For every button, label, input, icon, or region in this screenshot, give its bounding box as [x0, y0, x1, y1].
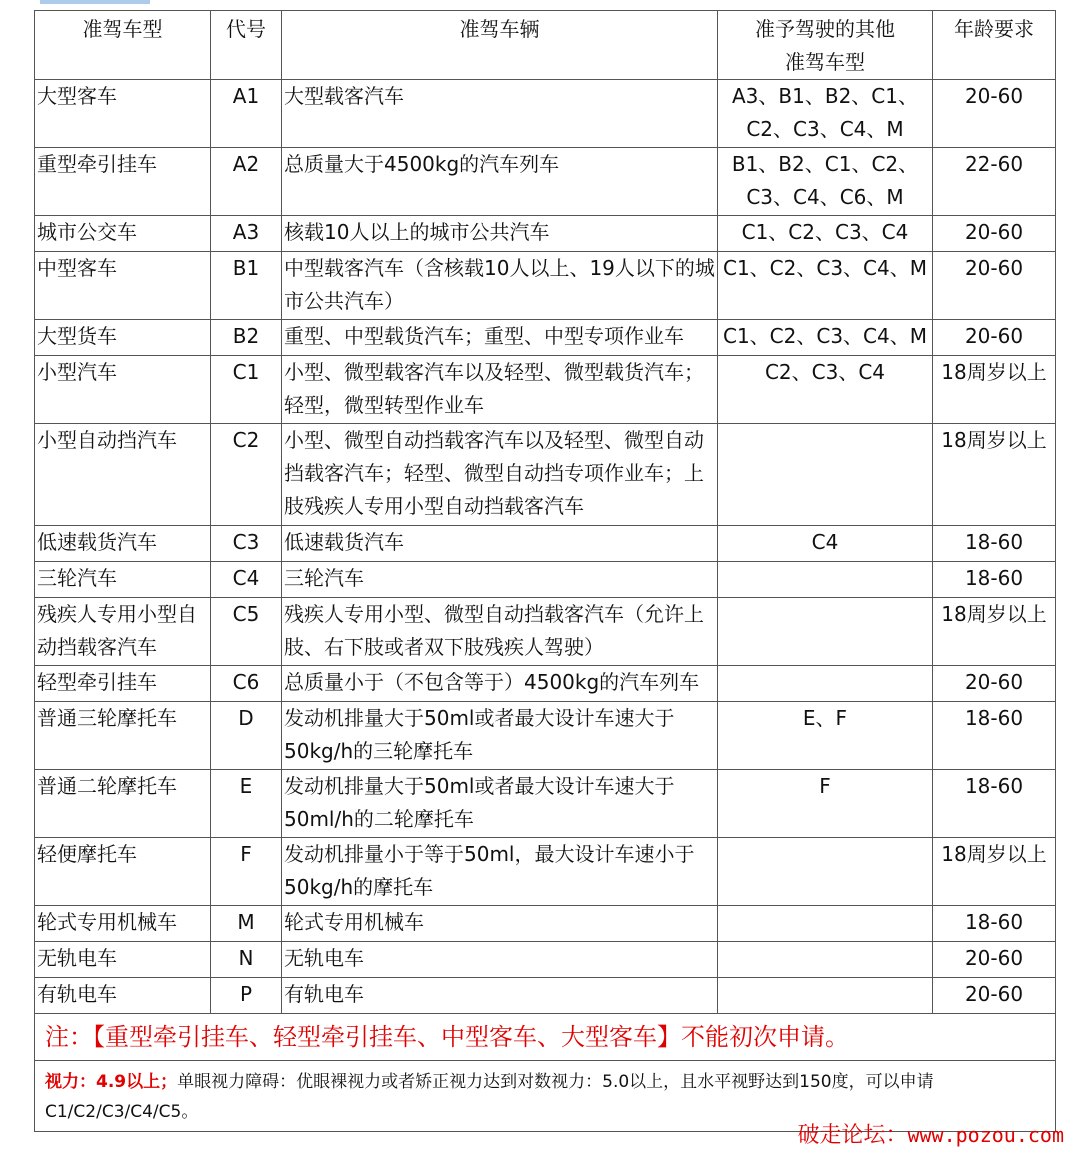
- cell-type: 轻便摩托车: [35, 838, 211, 906]
- cell-other-classes: C4: [718, 526, 933, 562]
- cell-vehicles: 发动机排量大于50ml或者最大设计车速大于50kg/h的三轮摩托车: [282, 702, 718, 770]
- cell-other-classes: [718, 978, 933, 1014]
- table-row: [35, 906, 1056, 942]
- note-text: 注：【重型牵引挂车、轻型牵引挂车、中型客车、大型客车】不能初次申请。: [35, 1014, 1056, 1061]
- table-row: [35, 562, 1056, 598]
- header-vehicles: 准驾车辆: [282, 11, 718, 80]
- cell-type: 普通二轮摩托车: [35, 770, 211, 838]
- cell-age: 18-60: [933, 702, 1056, 770]
- cell-code: A3: [211, 216, 282, 252]
- table-row: [35, 356, 1056, 424]
- table-row: [35, 838, 1056, 906]
- cell-other-classes: E、F: [718, 702, 933, 770]
- table-row: [35, 320, 1056, 356]
- cell-code: P: [211, 978, 282, 1014]
- cell-type: 小型自动挡汽车: [35, 424, 211, 526]
- cell-code: F: [211, 838, 282, 906]
- cell-code: C6: [211, 666, 282, 702]
- cell-age: 18-60: [933, 906, 1056, 942]
- table-row: [35, 978, 1056, 1014]
- cell-vehicles: 中型载客汽车（含核载10人以上、19人以下的城市公共汽车）: [282, 252, 718, 320]
- cell-vehicles: 大型载客汽车: [282, 80, 718, 148]
- cell-type: 中型客车: [35, 252, 211, 320]
- table-row: [35, 424, 1056, 526]
- table-row: [35, 252, 1056, 320]
- cell-age: 18周岁以上: [933, 838, 1056, 906]
- cell-vehicles: 轮式专用机械车: [282, 906, 718, 942]
- cell-age: 18-60: [933, 526, 1056, 562]
- watermark-url: www.pozou.com: [907, 1123, 1064, 1147]
- cell-code: E: [211, 770, 282, 838]
- cell-age: 20-60: [933, 80, 1056, 148]
- cell-vehicles: 发动机排量大于50ml或者最大设计车速大于50ml/h的二轮摩托车: [282, 770, 718, 838]
- table-row: [35, 702, 1056, 770]
- cell-vehicles: 三轮汽车: [282, 562, 718, 598]
- table-row: [35, 216, 1056, 252]
- cell-type: 轻型牵引挂车: [35, 666, 211, 702]
- cell-type: 低速载货汽车: [35, 526, 211, 562]
- cell-code: A2: [211, 148, 282, 216]
- cell-code: C5: [211, 598, 282, 666]
- cell-type: 普通三轮摩托车: [35, 702, 211, 770]
- cell-age: 20-60: [933, 942, 1056, 978]
- table-row: [35, 80, 1056, 148]
- cell-code: C2: [211, 424, 282, 526]
- cell-vehicles: 重型、中型载货汽车；重型、中型专项作业车: [282, 320, 718, 356]
- table-row: [35, 666, 1056, 702]
- cell-vehicles: 发动机排量小于等于50ml，最大设计车速小于50kg/h的摩托车: [282, 838, 718, 906]
- cell-age: 18-60: [933, 562, 1056, 598]
- license-class-table: [34, 10, 1056, 1132]
- cell-code: C1: [211, 356, 282, 424]
- cell-type: 小型汽车: [35, 356, 211, 424]
- cell-age: 20-60: [933, 216, 1056, 252]
- cell-type: 城市公交车: [35, 216, 211, 252]
- cell-age: 20-60: [933, 252, 1056, 320]
- watermark-site: 破走论坛：: [797, 1123, 908, 1148]
- table-row: [35, 770, 1056, 838]
- top-banner-fragment: [40, 0, 150, 4]
- cell-other-classes: F: [718, 770, 933, 838]
- cell-code: C3: [211, 526, 282, 562]
- cell-other-classes: C1、C2、C3、C4、M: [718, 252, 933, 320]
- note-row: [35, 1014, 1056, 1061]
- cell-type: 大型客车: [35, 80, 211, 148]
- cell-type: 重型牵引挂车: [35, 148, 211, 216]
- cell-age: 18周岁以上: [933, 598, 1056, 666]
- cell-other-classes: [718, 906, 933, 942]
- cell-vehicles: 总质量大于4500kg的汽车列车: [282, 148, 718, 216]
- cell-type: 三轮汽车: [35, 562, 211, 598]
- cell-type: 轮式专用机械车: [35, 906, 211, 942]
- cell-other-classes: [718, 838, 933, 906]
- cell-type: 残疾人专用小型自动挡载客汽车: [35, 598, 211, 666]
- cell-vehicles: 无轨电车: [282, 942, 718, 978]
- cell-vehicles: 残疾人专用小型、微型自动挡载客汽车（允许上肢、右下肢或者双下肢残疾人驾驶）: [282, 598, 718, 666]
- cell-other-classes: [718, 424, 933, 526]
- cell-code: C4: [211, 562, 282, 598]
- cell-other-classes: B1、B2、C1、C2、C3、C4、C6、M: [718, 148, 933, 216]
- table-row: [35, 148, 1056, 216]
- header-type: 准驾车型: [35, 11, 211, 80]
- cell-age: 20-60: [933, 666, 1056, 702]
- cell-vehicles: 总质量小于（不包含等于）4500kg的汽车列车: [282, 666, 718, 702]
- cell-code: N: [211, 942, 282, 978]
- cell-code: D: [211, 702, 282, 770]
- cell-other-classes: [718, 942, 933, 978]
- cell-type: 有轨电车: [35, 978, 211, 1014]
- cell-age: 20-60: [933, 978, 1056, 1014]
- header-other-line1: 准予驾驶的其他: [755, 17, 895, 41]
- cell-age: 20-60: [933, 320, 1056, 356]
- table-row: [35, 942, 1056, 978]
- cell-age: 18-60: [933, 770, 1056, 838]
- cell-age: 18周岁以上: [933, 424, 1056, 526]
- table-row: [35, 526, 1056, 562]
- cell-vehicles: 小型、微型载客汽车以及轻型、微型载货汽车；轻型，微型转型作业车: [282, 356, 718, 424]
- cell-type: 大型货车: [35, 320, 211, 356]
- cell-other-classes: C1、C2、C3、C4、M: [718, 320, 933, 356]
- cell-vehicles: 低速载货汽车: [282, 526, 718, 562]
- cell-age: 22-60: [933, 148, 1056, 216]
- header-code: 代号: [211, 11, 282, 80]
- cell-vehicles: 核载10人以上的城市公共汽车: [282, 216, 718, 252]
- cell-other-classes: C2、C3、C4: [718, 356, 933, 424]
- cell-code: B2: [211, 320, 282, 356]
- cell-code: B1: [211, 252, 282, 320]
- table-body: [35, 80, 1056, 1014]
- cell-code: A1: [211, 80, 282, 148]
- vision-text: 单眼视力障碍：优眼裸视力或者矫正视力达到对数视力：5.0以上，且水平视野达到150度，可以申请C1/C2/C3/C4/C5。: [45, 1072, 934, 1122]
- vision-label: 视力：4.9以上；: [45, 1072, 178, 1092]
- cell-other-classes: [718, 598, 933, 666]
- cell-other-classes: [718, 562, 933, 598]
- cell-age: 18周岁以上: [933, 356, 1056, 424]
- table-row: [35, 598, 1056, 666]
- cell-other-classes: A3、B1、B2、C1、C2、C3、C4、M: [718, 80, 933, 148]
- cell-vehicles: 小型、微型自动挡载客汽车以及轻型、微型自动挡载客汽车；轻型、微型自动挡专项作业车；上肢残疾人专用小型自动挡载客汽车: [282, 424, 718, 526]
- table-header-row: [35, 11, 1056, 80]
- header-other: [718, 11, 933, 80]
- cell-other-classes: C1、C2、C3、C4: [718, 216, 933, 252]
- forum-watermark: [797, 1118, 1064, 1149]
- cell-vehicles: 有轨电车: [282, 978, 718, 1014]
- cell-other-classes: [718, 666, 933, 702]
- header-age: 年龄要求: [933, 11, 1056, 80]
- cell-code: M: [211, 906, 282, 942]
- cell-type: 无轨电车: [35, 942, 211, 978]
- header-other-line2: 准驾车型: [785, 50, 865, 74]
